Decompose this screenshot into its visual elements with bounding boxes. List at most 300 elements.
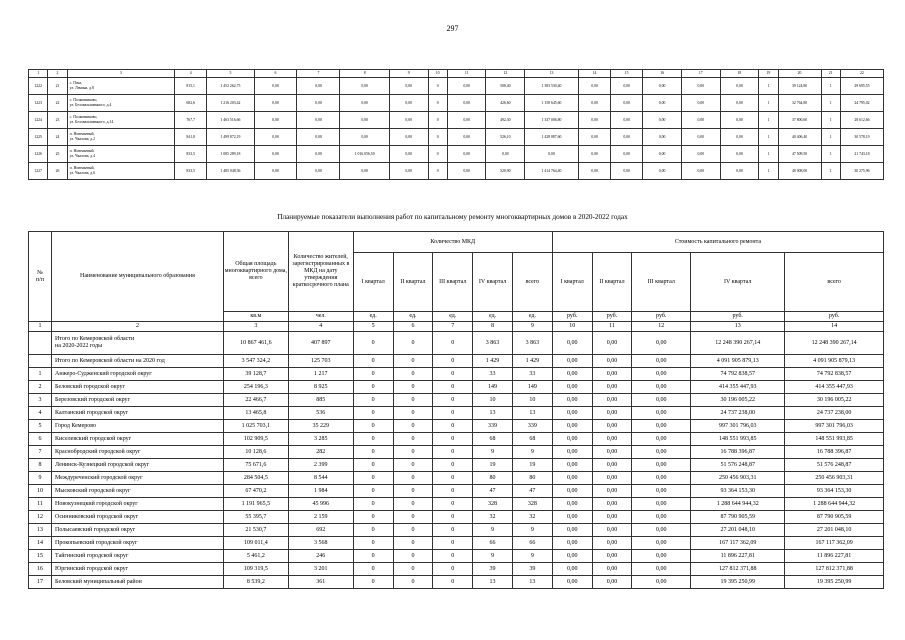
table-cell: 0,00 [632,420,691,433]
top-table-cell: 0,00 [681,78,720,95]
top-table-cell: 1 158 645,60 [525,95,579,112]
column-number-cell: 3 [223,322,288,332]
column-number-cell: 9 [512,322,552,332]
top-table-cell: 1 216 203,42 [207,95,254,112]
top-table-cell: 1 085 289,18 [207,146,254,163]
table-cell: 0 [353,407,393,420]
table-row [29,381,884,394]
table-cell: 0,00 [552,394,592,407]
municipality-name-cell: Березовский городской округ [52,394,224,407]
table-row [29,485,884,498]
top-table-cell: 0,00 [578,146,610,163]
table-row [29,511,884,524]
municipality-name-cell: Анжеро-Судженский городской округ [52,368,224,381]
table-cell: 68 [512,433,552,446]
top-table-cell: 0,00 [681,163,720,180]
top-table-header-cell: 20 [778,70,821,78]
municipality-name-cell: Ленинск-Кузнецкий городской округ [52,459,224,472]
table-cell: 9 [512,524,552,537]
top-table-cell: 0,00 [525,146,579,163]
address-cell: с. Полковниково, ул. Беловалышенного, д.4 [67,95,174,112]
table-cell: 10 867 461,6 [223,332,288,355]
top-table-cell: 0,00 [340,95,389,112]
table-cell: 0 [433,524,473,537]
top-table-cell: 0,00 [611,146,643,163]
table-cell: 27 201 048,10 [691,524,785,537]
table-cell: 13 [512,407,552,420]
table-cell: 148 551 993,85 [691,433,785,446]
top-table-row [29,78,884,95]
column-number-cell: 2 [52,322,224,332]
table-cell: 0 [393,394,433,407]
municipality-name-cell: Междуреченский городской округ [52,472,224,485]
top-table-cell: 0,00 [578,163,610,180]
table-cell: 0,00 [632,511,691,524]
table-cell: 39 [512,563,552,576]
table-cell: 80 [473,472,513,485]
main-table [28,231,884,589]
top-table-cell: 30 578,19 [840,129,883,146]
top-table-cell: 0,00 [389,129,428,146]
top-table-header-cell: 12 [486,70,525,78]
table-cell: 0 [393,446,433,459]
table-cell: 149 [512,381,552,394]
top-table-cell: 0,00 [254,129,297,146]
top-table-cell: 1 463 516,66 [207,112,254,129]
table-title: Планируемые показатели выполнения работ по капитальному ремонту многоквартирных домов в 2020-2022 годах [277,213,628,221]
top-table-cell: 0,00 [297,112,340,129]
table-cell: 282 [288,446,353,459]
table-cell: 32 [512,511,552,524]
table-cell: 0,00 [632,433,691,446]
column-number-cell: 14 [785,322,884,332]
top-table-cell: 0,00 [447,129,486,146]
top-table-cell: 0,00 [389,112,428,129]
table-cell: 149 [473,381,513,394]
table-cell: 8 539,2 [223,576,288,589]
column-number-cell: 8 [473,322,513,332]
top-table-cell: 0 [428,95,447,112]
table-cell: 0,00 [592,550,632,563]
header-num: № п/п [29,232,52,322]
table-cell: 0,00 [632,472,691,485]
table-row [29,459,884,472]
top-table-cell: 0,00 [643,95,682,112]
table-cell: 47 [473,485,513,498]
table-cell: 0 [353,524,393,537]
top-table-row [29,146,884,163]
table-cell: 4 091 905 879,13 [691,355,785,368]
table-cell: 0,00 [592,485,632,498]
top-table-cell: 1 [821,78,840,95]
top-table-cell: 1 428 887,60 [525,129,579,146]
municipality-name-cell: Новокузнецкий городской округ [52,498,224,511]
top-table-cell: 0,00 [254,146,297,163]
header-cost-total: всего [785,253,884,312]
table-cell: 3 285 [288,433,353,446]
table-cell: 0,00 [552,550,592,563]
top-table-cell: 520,90 [486,163,525,180]
top-table-cell: 0,00 [611,112,643,129]
table-cell: 0,00 [552,511,592,524]
table-cell: 167 117 362,09 [785,537,884,550]
table-cell: 0 [353,446,393,459]
table-cell: 0,00 [552,420,592,433]
table-cell: 13 [512,576,552,589]
top-table-cell: 1 [759,95,778,112]
table-cell: 0,00 [552,563,592,576]
table-cell: 127 812 371,88 [691,563,785,576]
table-cell: 11 896 227,81 [785,550,884,563]
top-table-cell: 0,00 [389,95,428,112]
table-cell: 246 [288,550,353,563]
top-table-cell: 0,00 [578,78,610,95]
header-mkd-total: всего [512,253,552,312]
table-cell: 0 [393,332,433,355]
table-cell: 0,00 [632,498,691,511]
top-table-cell: 37 800,60 [778,112,821,129]
table-cell: 0,00 [592,355,632,368]
table-cell: 0,00 [552,524,592,537]
top-table-row [29,112,884,129]
table-cell: 0,00 [552,407,592,420]
top-table-cell: 508,40 [486,78,525,95]
table-cell: 12 [29,511,52,524]
table-cell: 0,00 [632,537,691,550]
table-cell: 0 [433,472,473,485]
top-table-cell: 0,00 [340,163,389,180]
table-cell: 9 [473,550,513,563]
table-row [29,407,884,420]
table-cell: 9 [473,446,513,459]
municipality-name-cell: Полысаевский городской округ [52,524,224,537]
column-number-row [29,322,884,332]
table-cell: 3 568 [288,537,353,550]
top-table-cell: 1227 [29,163,48,180]
top-table-cell: 25 [48,146,67,163]
table-cell: 250 456 903,31 [785,472,884,485]
table-cell: 0 [353,485,393,498]
top-table-cell: 47 509,50 [778,146,821,163]
header-cost-q2: II квартал [592,253,632,312]
municipality-name-cell: Калтанский городской округ [52,407,224,420]
table-cell: 7 [29,446,52,459]
top-table-cell: 0,00 [681,129,720,146]
column-number-cell: 1 [29,322,52,332]
column-number-cell: 10 [552,322,592,332]
top-table-header-cell: 16 [643,70,682,78]
top-table-cell: 0,00 [340,78,389,95]
table-cell: 0 [433,407,473,420]
top-table-header-cell: 22 [840,70,883,78]
table-cell: 167 117 362,09 [691,537,785,550]
table-cell: 21 530,7 [223,524,288,537]
top-table-cell: 0,00 [389,163,428,180]
top-table-cell: 1222 [29,78,48,95]
table-row [29,498,884,511]
table-cell: 0 [393,498,433,511]
municipality-name-cell: Город Кемерово [52,420,224,433]
top-table-header-cell: 18 [720,70,759,78]
top-table-header-cell: 10 [428,70,447,78]
top-table-cell: 833,5 [175,146,207,163]
table-cell: 361 [288,576,353,589]
municipality-name-cell: Тайгинский городской округ [52,550,224,563]
table-cell: 0 [393,511,433,524]
header-mkd-group: Количество МКД [353,232,552,253]
table-cell: 1 217 [288,368,353,381]
column-number-cell: 12 [632,322,691,332]
table-cell: 0 [353,537,393,550]
table-cell: 0 [393,472,433,485]
top-table-cell: 682,6 [175,95,207,112]
top-table-cell: 0,00 [643,146,682,163]
table-cell: 3 863 [512,332,552,355]
table-cell: 0,00 [632,459,691,472]
table-cell: 0 [353,550,393,563]
table-cell: 250 456 903,31 [691,472,785,485]
page-number: 297 [446,24,459,33]
table-cell: 35 229 [288,420,353,433]
top-table-cell: 1 414 764,40 [525,163,579,180]
table-cell: 19 [473,459,513,472]
top-table-header-cell: 17 [681,70,720,78]
table-cell: 11 [29,498,52,511]
unit-cell: ед. [353,312,393,322]
table-cell: 339 [512,420,552,433]
table-cell: 19 395 250,99 [785,576,884,589]
table-cell: 0 [393,433,433,446]
top-table-header-cell: 15 [611,70,643,78]
table-cell: 10 [512,394,552,407]
top-table-cell: 0,00 [486,146,525,163]
table-cell: 0,00 [552,332,592,355]
top-table-cell: 1224 [29,112,48,129]
top-table-cell: 32 764,80 [778,95,821,112]
table-cell: 0,00 [632,355,691,368]
table-cell: 67 470,2 [223,485,288,498]
table-cell: 16 788 396,87 [691,446,785,459]
top-table-cell: 0,00 [254,112,297,129]
table-cell: 87 790 905,59 [691,511,785,524]
table-cell: 102 909,5 [223,433,288,446]
table-cell: 109 011,4 [223,537,288,550]
address-cell: п. Новеньевый, ул. Чкалова, д.2 [67,129,174,146]
table-cell: 1 984 [288,485,353,498]
header-mkd-q4: IV квартал [473,253,513,312]
table-cell: 3 547 324,2 [223,355,288,368]
table-row [29,332,884,355]
table-cell: 0 [433,332,473,355]
top-table-cell: 29 695,55 [840,78,883,95]
top-table-cell: 1 [821,112,840,129]
municipality-name-cell: Итого по Кемеровской области на 2020-2022 годы [52,332,224,355]
table-cell: 0 [433,394,473,407]
top-table-cell: 841,8 [175,129,207,146]
column-number-cell: 5 [353,322,393,332]
table-cell: 0 [393,563,433,576]
table-cell: 47 [512,485,552,498]
top-table-cell: 0,00 [643,163,682,180]
top-table-cell: 22 [48,95,67,112]
address-cell: с. Полковниково, ул. Беловалышенного, д.14 [67,112,174,129]
table-cell: 0,00 [552,368,592,381]
table-cell: 0 [433,459,473,472]
table-cell: 10 [29,485,52,498]
table-cell: 16 788 396,87 [785,446,884,459]
table-cell: 24 737 238,00 [691,407,785,420]
table-cell: 5 [29,420,52,433]
top-table-cell: 1 [821,146,840,163]
top-table-cell: 28 612,66 [840,112,883,129]
table-cell: 0,00 [552,433,592,446]
top-table-cell: 0,00 [297,78,340,95]
table-cell: 1 288 644 944,32 [785,498,884,511]
table-cell: 0 [433,446,473,459]
unit-cell: ед. [393,312,433,322]
top-table-cell: 1 016 056,50 [340,146,389,163]
table-cell: 51 576 248,87 [691,459,785,472]
table-row [29,355,884,368]
table-row [29,524,884,537]
table-cell: 0 [353,420,393,433]
table-cell: 0 [393,576,433,589]
table-row [29,446,884,459]
table-cell: 39 [473,563,513,576]
top-table-cell: 0,00 [254,95,297,112]
header-mkd-q3: III квартал [433,253,473,312]
table-cell: 125 703 [288,355,353,368]
table-cell: 0,00 [592,433,632,446]
header-name: Наименование муниципального образования [52,232,224,322]
table-cell: 55 395,7 [223,511,288,524]
table-cell: 0 [433,576,473,589]
table-cell: 32 [473,511,513,524]
top-table-cell: 0,00 [297,95,340,112]
table-cell [29,332,52,355]
top-table-cell: 0,00 [643,112,682,129]
top-table-cell: 526,10 [486,129,525,146]
top-table-cell: 0,00 [389,78,428,95]
top-table-cell: 0,00 [720,146,759,163]
table-row [29,394,884,407]
table-cell: 0,00 [632,563,691,576]
top-table-cell: 0 [428,129,447,146]
table-cell: 0 [393,355,433,368]
table-cell: 0 [433,420,473,433]
table-cell: 0 [393,550,433,563]
top-table-cell: 0,00 [720,129,759,146]
table-cell: 0,00 [592,537,632,550]
table-row [29,550,884,563]
top-table-cell: 1 [759,129,778,146]
top-table-cell: 0,00 [447,112,486,129]
table-cell: 0 [433,511,473,524]
top-table-cell: 40 406,40 [778,129,821,146]
table-cell: 0 [433,381,473,394]
header-cost-q1: I квартал [552,253,592,312]
table-cell: 0 [353,576,393,589]
table-cell: 414 355 447,93 [785,381,884,394]
top-table-cell: 0,00 [254,163,297,180]
top-table-header-cell: 6 [254,70,297,78]
top-table-cell: 24 795,02 [840,95,883,112]
table-cell: 0,00 [592,472,632,485]
top-table-header-cell: 11 [447,70,486,78]
top-table-header-cell: 14 [578,70,610,78]
table-cell: 1 191 965,5 [223,498,288,511]
table-row [29,433,884,446]
table-cell: 4 091 905 879,13 [785,355,884,368]
top-table-cell: 0,00 [681,95,720,112]
top-table-cell: 0,00 [643,129,682,146]
municipality-name-cell: Юргинский городской округ [52,563,224,576]
top-table-header-cell: 2 [48,70,67,78]
top-table-cell: 0,00 [389,146,428,163]
table-cell: 997 301 796,03 [691,420,785,433]
table-cell: 51 576 248,87 [785,459,884,472]
top-table-cell: 0,00 [340,129,389,146]
table-cell: 0 [393,381,433,394]
top-table-cell: 0,00 [720,95,759,112]
table-row [29,472,884,485]
top-table-cell: 0 [428,78,447,95]
table-cell: 8 [29,459,52,472]
table-cell: 0,00 [592,498,632,511]
top-table-header-cell: 1 [29,70,48,78]
table-cell: 0 [393,537,433,550]
top-table-cell: 1 383 530,40 [525,78,579,95]
address-cell: п. Новеньевый, ул. Чкалова, д.6 [67,163,174,180]
table-cell: 0 [433,537,473,550]
table-cell: 19 395 250,99 [691,576,785,589]
top-table-cell: 0,00 [578,112,610,129]
top-table-cell: 1 [759,146,778,163]
table-cell: 1 288 644 944,32 [691,498,785,511]
top-table-cell: 1 [821,95,840,112]
top-table-cell: 0 [428,112,447,129]
table-cell: 0,00 [592,420,632,433]
top-table-cell: 1 [821,129,840,146]
header-residents: Количество жителей, зарегистрированных в МКД на дату утверждения краткосрочного плана [288,232,353,312]
table-row [29,537,884,550]
table-cell: 0 [353,381,393,394]
top-table-cell: 23 [48,112,67,129]
table-cell: 0,00 [632,407,691,420]
table-cell: 0 [433,498,473,511]
top-table-header-row [29,70,884,78]
table-cell: 284 504,5 [223,472,288,485]
table-cell: 9 [29,472,52,485]
table-cell: 75 671,6 [223,459,288,472]
table-cell: 93 364 153,30 [785,485,884,498]
table-cell: 0,00 [632,576,691,589]
table-cell: 0 [353,563,393,576]
unit-cell: чел. [288,312,353,322]
table-cell: 0,00 [632,368,691,381]
table-cell: 2 [29,381,52,394]
address-cell: с. Пача, ул. Ленина, д.8 [67,78,174,95]
municipality-name-cell: Краснобродский городской округ [52,446,224,459]
top-continuation-table [28,69,884,180]
table-cell: 0,00 [592,407,632,420]
table-cell: 30 196 005,22 [691,394,785,407]
municipality-name-cell: Осинниковский городской округ [52,511,224,524]
top-table-cell: 0,00 [720,163,759,180]
column-number-cell: 7 [433,322,473,332]
table-cell: 30 196 005,22 [785,394,884,407]
table-cell: 407 897 [288,332,353,355]
